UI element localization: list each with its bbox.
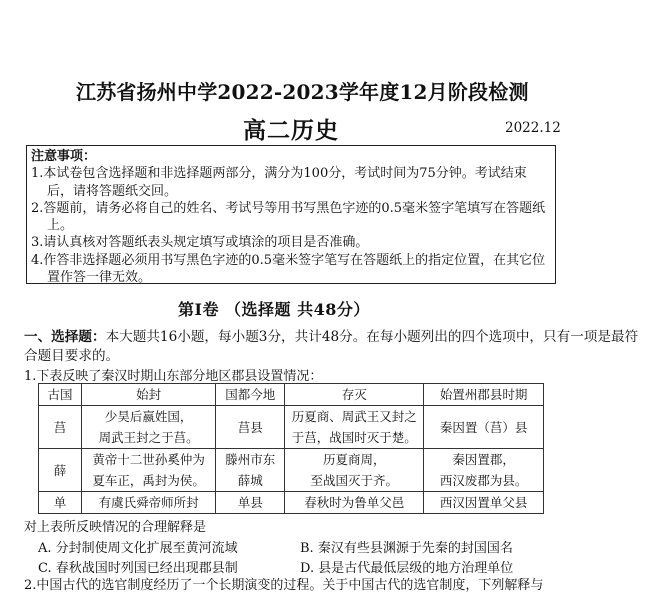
table-cell xyxy=(285,406,424,449)
option-a: A. 分封制使周文化扩展至黄河流域 xyxy=(38,541,238,556)
table-cell: 莒 xyxy=(39,406,82,449)
table-header-row xyxy=(39,384,544,406)
table-header-cell: 古国 xyxy=(39,384,82,406)
part1-instructions xyxy=(24,328,644,366)
table-header-cell: 存灭 xyxy=(285,384,424,406)
table-cell-line: 夏车正，禹封为侯。 xyxy=(92,473,205,488)
option-c: C. 春秋战国时列国已经出现郡县制 xyxy=(38,561,238,576)
table-cell xyxy=(424,449,544,492)
notice-box xyxy=(26,145,556,284)
table-cell: 单 xyxy=(39,492,82,514)
table-cell-line: 西汉废郡为县。 xyxy=(439,473,528,488)
history-table xyxy=(38,383,544,514)
table-header-cell: 国都今地 xyxy=(216,384,285,406)
part1-label: 一、选择题： xyxy=(24,329,106,345)
table-cell xyxy=(285,449,424,492)
table-cell: 西汉因置单父县 xyxy=(424,492,544,514)
table-cell-line: 历夏商周， xyxy=(322,452,386,467)
question1-stem: 1.下表反映了秦汉时期山东部分地区郡县设置情况： xyxy=(24,369,323,384)
table-cell xyxy=(81,449,215,492)
table-cell: 单县 xyxy=(216,492,285,514)
table-row xyxy=(39,449,544,492)
notice-heading: 注意事项： xyxy=(31,149,97,164)
table-cell-line: 至战国灭于齐。 xyxy=(310,473,398,488)
notice-item-4: 4.作答非选择题必须用书写黑色字迹的0.5毫米签字笔写在答题纸上的指定位置，在其它位置作答一律无效。 xyxy=(31,252,546,286)
table-cell: 春秋时为鲁单父邑 xyxy=(285,492,424,514)
table-cell xyxy=(216,449,285,492)
option-d: D. 县是古代最低层级的地方治理单位 xyxy=(300,561,514,576)
table-row xyxy=(39,492,544,514)
exam-date: 2022.12 xyxy=(505,120,561,136)
exam-subject: 高二历史 xyxy=(243,117,339,144)
table-header-cell: 始封 xyxy=(81,384,215,406)
section-title: 第Ⅰ卷 （选择题 共48分） xyxy=(178,300,370,319)
table-cell: 薛 xyxy=(39,449,82,492)
part1-instruction-text: 本大题共16小题，每小题3分，共计48分。在每小题列出的四个选项中，只有一项是最符合题目要求的。 xyxy=(24,329,639,364)
table-cell: 秦因置（莒）县 xyxy=(424,406,544,449)
table-cell-line: 于莒，战国时灭于楚。 xyxy=(291,430,417,445)
question2-stem-partial: 2.中国古代的选官制度经历了一个长期演变的过程。关于中国古代的选官制度，下列解释与 xyxy=(24,578,544,593)
table-row xyxy=(39,406,544,449)
table-cell-line: 历夏商、周武王又封之 xyxy=(291,409,417,424)
table-cell-line: 黄帝十二世孙奚仲为 xyxy=(92,452,205,467)
notice-item-1: 1.本试卷包含选择题和非选择题两部分，满分为100分，考试时间为75分钟。考试结束后，请将答题纸交回。 xyxy=(31,166,527,199)
table-cell-line: 薛城 xyxy=(237,473,263,488)
table-header-cell: 始置州郡县时期 xyxy=(424,384,544,406)
notice-item-3: 3.请认真核对答题纸表头规定填写或填涂的项目是否准确。 xyxy=(31,235,369,251)
table-cell-line: 滕州市东 xyxy=(225,452,276,467)
table-cell-line: 少昊后嬴姓国， xyxy=(104,409,193,424)
table-cell-line: 周武王封之于莒。 xyxy=(98,430,199,445)
option-b: B. 秦汉有些县渊源于先秦的封国国名 xyxy=(300,541,513,556)
table-cell-line: 秦因置郡， xyxy=(452,452,515,467)
table-cell: 有虞氏舜帝师所封 xyxy=(81,492,215,514)
table-cell xyxy=(81,406,215,449)
question1-prompt: 对上表所反映情况的合理解释是 xyxy=(24,520,207,535)
exam-title: 江苏省扬州中学2022-2023学年度12月阶段检测 xyxy=(76,80,529,104)
notice-item-2: 2.答题前，请务必将自己的姓名、考试号等用书写黑色字迹的0.5毫米签字笔填写在答题纸上。 xyxy=(31,200,546,234)
table-cell: 莒县 xyxy=(216,406,285,449)
